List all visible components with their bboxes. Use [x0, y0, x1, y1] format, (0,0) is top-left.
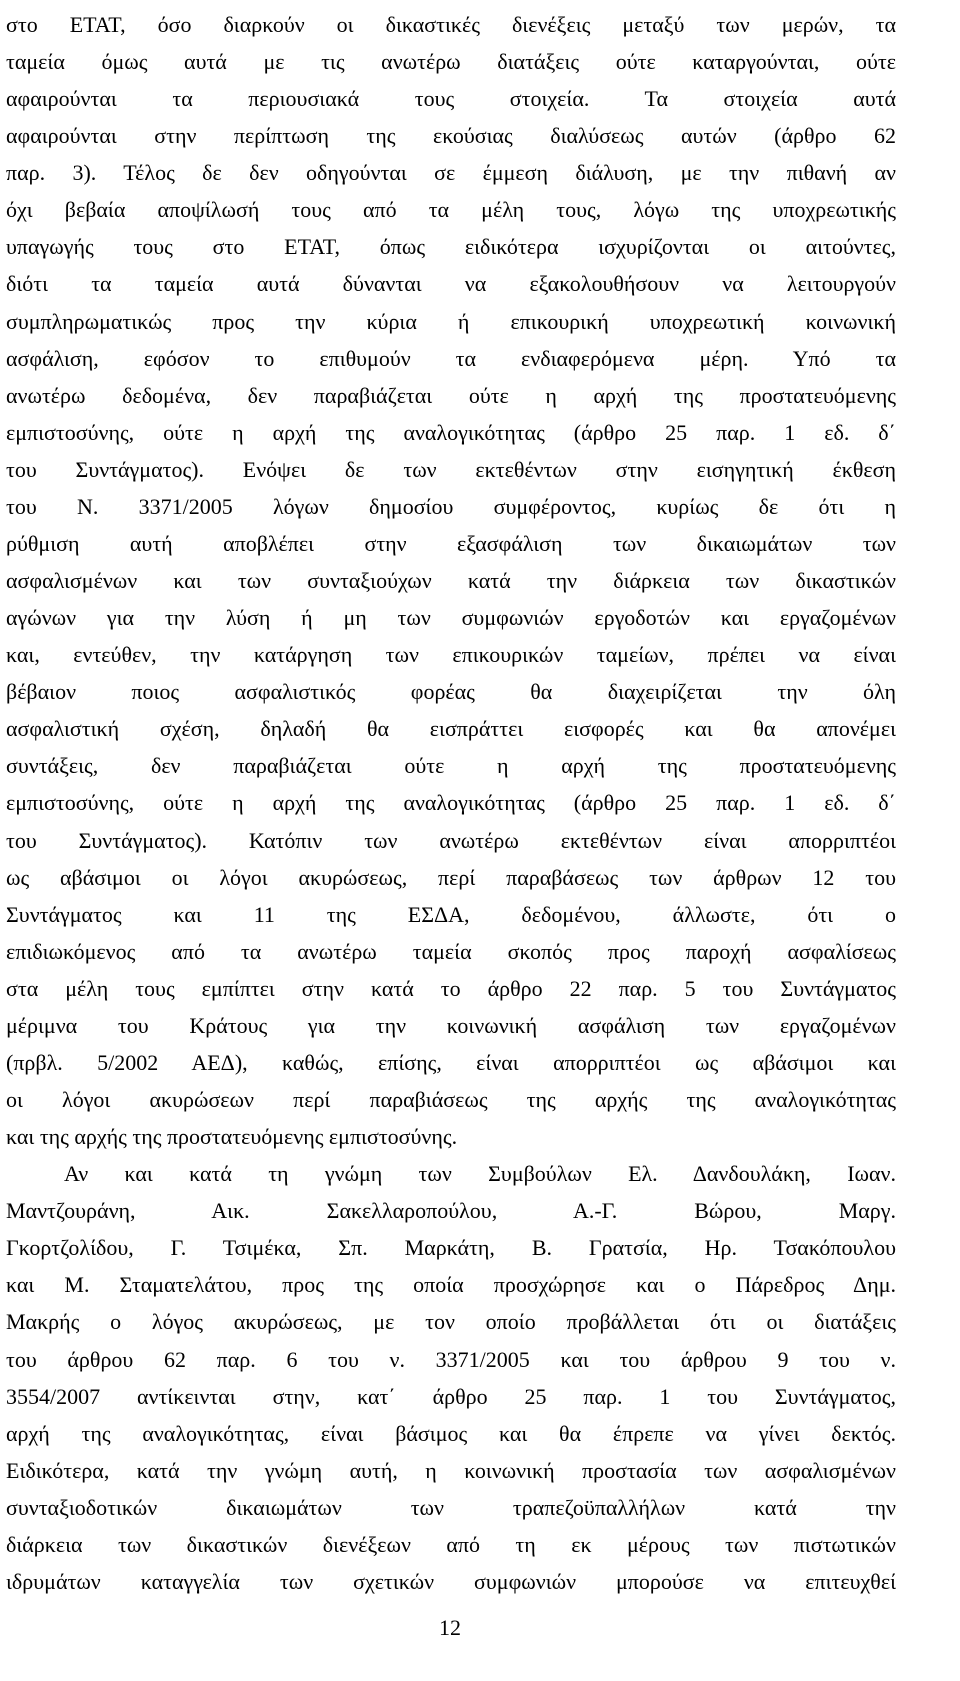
text-line: στα μέλη τους εμπίπτει στην κατά το άρθρο 22 παρ. 5 του Συντάγματος [6, 975, 896, 1001]
text-line: ιδρυμάτων καταγγελία των σχετικών συμφωνιών μπορούσε να επιτευχθεί [6, 1568, 896, 1594]
text-line: συντάξεις, δεν παραβιάζεται ούτε η αρχή της προστατευόμενης [6, 753, 896, 779]
text-line: ασφαλιστική σχέση, δηλαδή θα εισπράττει εισφορές και θα απονέμει [6, 716, 896, 742]
page-number: 12 [439, 1615, 461, 1640]
text-line: Μαντζουράνη, Αικ. Σακελλαροπούλου, Α.-Γ. Βώρου, Μαργ. [6, 1198, 896, 1224]
text-line: αφαιρούνται στην περίπτωση της εκούσιας διαλύσεως αυτών (άρθρο 62 [6, 123, 896, 149]
text-line: και Μ. Σταματελάτου, προς της οποία προσχώρησε και ο Πάρεδρος Δημ. [6, 1272, 896, 1298]
text-line: του Συντάγματος). Ενόψει δε των εκτεθέντων στην εισηγητική έκθεση [6, 456, 896, 482]
text-line: συμπληρωματικώς προς την κύρια ή επικουρική υποχρεωτική κοινωνική [6, 308, 896, 334]
text-line: στο ΕΤΑΤ, όσο διαρκούν οι δικαστικές διενέξεις μεταξύ των μερών, τα [6, 12, 896, 37]
text-line: του Ν. 3371/2005 λόγων δημοσίου συμφέροντος, κυρίως δε ότι η [6, 493, 896, 519]
text-line: ανωτέρω δεδομένα, δεν παραβιάζεται ούτε η αρχή της προστατευόμενης [6, 382, 896, 408]
text-line: διότι τα ταμεία αυτά δύνανται να εξακολουθήσουν να λειτουργούν [6, 271, 896, 297]
text-line: του Συντάγματος). Κατόπιν των ανωτέρω εκτεθέντων είναι απορριπτέοι [6, 827, 896, 853]
text-line: ταμεία όμως αυτά με τις ανωτέρω διατάξεις ούτε καταργούνται, ούτε [6, 49, 896, 75]
text-line: διάρκεια των δικαστικών διενέξεων από τη εκ μέρους των πιστωτικών [6, 1531, 896, 1557]
text-line: και της αρχής της προστατευόμενης εμπιστοσύνης. [6, 1124, 458, 1150]
text-line: μέριμνα του Κράτους για την κοινωνική ασφάλιση των εργαζομένων [6, 1012, 896, 1038]
text-line: αγώνων για την λύση ή μη των συμφωνιών εργοδοτών και εργαζομένων [6, 605, 896, 631]
text-line: Συντάγματος και 11 της ΕΣΔΑ, δεδομένου, άλλωστε, ότι ο [6, 901, 896, 927]
text-line: του άρθρου 62 παρ. 6 του ν. 3371/2005 και του άρθρου 9 του ν. [6, 1346, 896, 1372]
text-line: επιδιωκόμενος από τα ανωτέρω ταμεία σκοπός προς παροχή ασφαλίσεως [6, 938, 896, 964]
text-line: 3554/2007 αντίκεινται στην, κατ΄ άρθρο 25 παρ. 1 του Συντάγματος, [6, 1383, 896, 1409]
text-line: Αν και κατά τη γνώμη των Συμβούλων Ελ. Δανδουλάκη, Ιωαν. [64, 1161, 896, 1187]
text-line: και, εντεύθεν, την κατάργηση των επικουρικών ταμείων, πρέπει να είναι [6, 642, 896, 668]
text-line: παρ. 3). Τέλος δε δεν οδηγούνται σε έμμεση διάλυση, με την πιθανή αν [6, 160, 896, 186]
text-line: οι λόγοι ακυρώσεων περί παραβιάσεως της αρχής της αναλογικότητας [6, 1087, 896, 1113]
text-line: αρχή της αναλογικότητας, είναι βάσιμος και θα έπρεπε να γίνει δεκτός. [6, 1420, 896, 1446]
text-line: συνταξιοδοτικών δικαιωμάτων των τραπεζοϋπαλλήλων κατά την [6, 1494, 896, 1520]
text-line: Ειδικότερα, κατά την γνώμη αυτή, η κοινωνική προστασία των ασφαλισμένων [6, 1457, 896, 1483]
text-line: ασφάλιση, εφόσον το επιθυμούν τα ενδιαφερόμενα μέρη. Υπό τα [6, 345, 896, 371]
text-line: αφαιρούνται τα περιουσιακά τους στοιχεία. Τα στοιχεία αυτά [6, 86, 896, 112]
text-line: υπαγωγής τους στο ΕΤΑΤ, όπως ειδικότερα ισχυρίζονται οι αιτούντες, [6, 234, 896, 260]
text-line: ρύθμιση αυτή αποβλέπει στην εξασφάλιση των δικαιωμάτων των [6, 530, 896, 556]
text-line: βέβαιον ποιος ασφαλιστικός φορέας θα διαχειρίζεται την όλη [6, 679, 896, 705]
text-line: Μακρής ο λόγος ακυρώσεως, με τον οποίο προβάλλεται ότι οι διατάξεις [6, 1309, 896, 1335]
text-line: εμπιστοσύνης, ούτε η αρχή της αναλογικότητας (άρθρο 25 παρ. 1 εδ. δ΄ [6, 790, 896, 816]
text-line: (πρβλ. 5/2002 ΑΕΔ), καθώς, επίσης, είναι απορριπτέοι ως αβάσιμοι και [6, 1049, 896, 1075]
text-line: ασφαλισμένων και των συνταξιούχων κατά την διάρκεια των δικαστικών [6, 568, 896, 594]
text-line: εμπιστοσύνης, ούτε η αρχή της αναλογικότητας (άρθρο 25 παρ. 1 εδ. δ΄ [6, 419, 896, 445]
text-line: ως αβάσιμοι οι λόγοι ακυρώσεως, περί παραβάσεως των άρθρων 12 του [6, 864, 896, 890]
text-line: όχι βεβαία αποψίλωσή τους από τα μέλη τους, λόγω της υποχρεωτικής [6, 197, 896, 223]
text-line: Γκορτζολίδου, Γ. Τσιμέκα, Σπ. Μαρκάτη, Β. Γρατσία, Ηρ. Τσακόπουλου [6, 1235, 896, 1261]
